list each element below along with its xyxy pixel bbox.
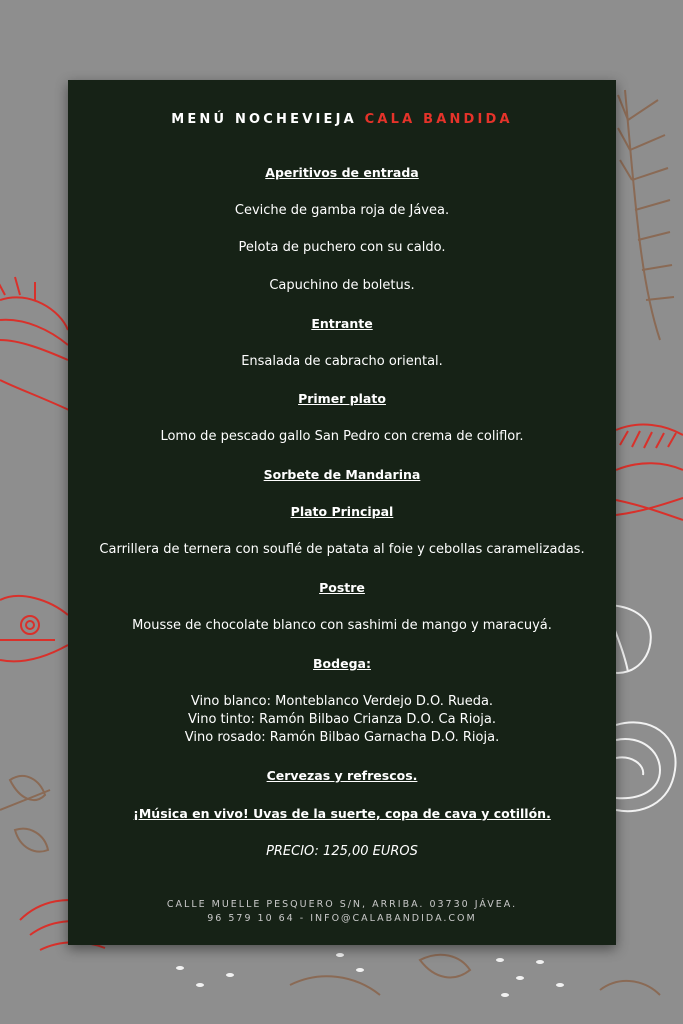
section-heading-postre: Postre	[319, 580, 365, 595]
menu-card	[68, 80, 616, 945]
red-leaf-illustration	[616, 425, 683, 520]
dish-item: Ceviche de gamba roja de Jávea.	[234, 203, 450, 218]
footer-address: CALLE MUELLE PESQUERO S/N, ARRIBA. 03730 JÁVEA.	[166, 899, 518, 910]
wine-item: Vino blanco: Monteblanco Verdejo D.O. Rueda.	[190, 694, 494, 709]
section-heading-aperitivos: Aperitivos de entrada	[265, 165, 419, 180]
wine-item: Vino tinto: Ramón Bilbao Crianza D.O. Ca Rioja.	[188, 712, 496, 727]
dish-item: Lomo de pescado gallo San Pedro con crema de coliflor.	[160, 429, 524, 444]
price-label: PRECIO: 125,00 EUROS	[266, 844, 418, 859]
menu-title	[68, 112, 616, 127]
rosemary-illustration	[618, 90, 674, 340]
section-heading-entrante: Entrante	[311, 316, 373, 331]
dish-item: Pelota de puchero con su caldo.	[238, 240, 446, 255]
bottom-herb-illustration	[290, 955, 660, 995]
section-heading-musica: ¡Música en vivo! Uvas de la suerte, copa de cava y cotillón.	[133, 806, 551, 821]
dish-item: Capuchino de boletus.	[269, 278, 415, 293]
dish-item: Carrillera de ternera con souflé de patata al foie y cebollas caramelizadas.	[99, 542, 585, 557]
section-heading-plato-principal: Plato Principal	[290, 504, 394, 519]
section-heading-bodega: Bodega:	[313, 656, 371, 671]
menu-title-accent: CALA BANDIDA	[364, 112, 513, 127]
section-heading-sorbete: Sorbete de Mandarina	[263, 467, 421, 482]
menu-title-prefix: MENÚ NOCHEVIEJA	[171, 112, 357, 127]
section-heading-cervezas: Cervezas y refrescos.	[266, 768, 418, 783]
fish-illustration	[0, 596, 68, 661]
section-heading-primer-plato: Primer plato	[298, 391, 386, 406]
footer-contact: 96 579 10 64 - INFO@CALABANDIDA.COM	[207, 913, 477, 924]
dish-item: Mousse de chocolate blanco con sashimi de mango y maracuyá.	[132, 618, 552, 633]
footer	[68, 898, 616, 926]
onion-illustration	[616, 722, 676, 811]
dish-item: Ensalada de cabracho oriental.	[241, 354, 443, 369]
wine-item: Vino rosado: Ramón Bilbao Garnacha D.O. Rioja.	[184, 730, 500, 745]
herb-illustration	[0, 776, 50, 852]
seed-illustration	[176, 953, 564, 997]
